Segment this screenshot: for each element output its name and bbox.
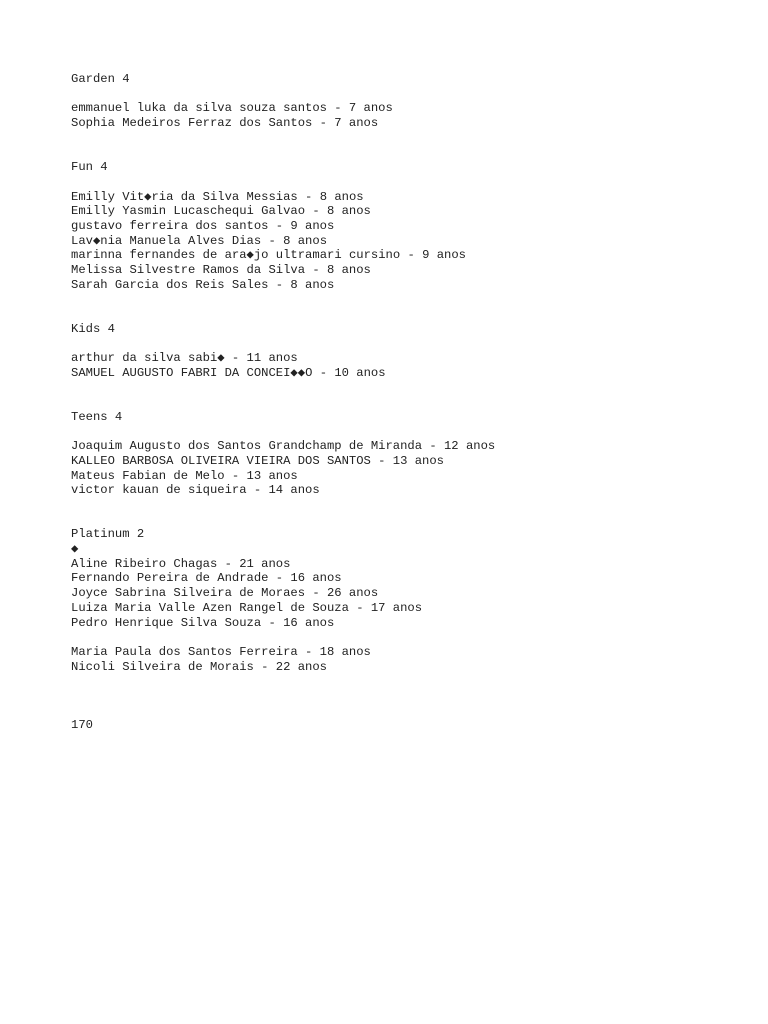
list-item: Lav◆nia Manuela Alves Dias - 8 anos	[71, 233, 328, 248]
list-item: Melissa Silvestre Ramos da Silva - 8 anos	[71, 262, 371, 277]
list-item: Emilly Vit◆ria da Silva Messias - 8 anos	[71, 189, 364, 204]
section-title: Teens 4	[71, 409, 123, 424]
list-item: Fernando Pereira de Andrade - 16 anos	[71, 571, 342, 586]
section-title: Fun 4	[71, 160, 108, 175]
list-item: Sophia Medeiros Ferraz dos Santos - 7 anos	[71, 116, 379, 131]
list-item: arthur da silva sabi◆ - 11 anos	[71, 351, 298, 366]
section-fun-4	[71, 160, 761, 292]
list-item: Nicoli Silveira de Morais - 22 anos	[71, 659, 327, 674]
list-item: marinna fernandes de ara◆jo ultramari cursino - 9 anos	[71, 248, 466, 263]
list-item: Joaquim Augusto dos Santos Grandchamp de Miranda - 12 anos	[71, 439, 496, 454]
section-title: Platinum 2	[71, 527, 145, 542]
section-teens-4	[71, 410, 761, 498]
list-item: emmanuel luka da silva souza santos - 7 anos	[71, 101, 393, 116]
section-garden-4	[71, 72, 761, 131]
section-platinum-2	[71, 527, 761, 674]
list-item: Aline Ribeiro Chagas - 21 anos	[71, 556, 291, 571]
list-item: Luiza Maria Valle Azen Rangel de Souza - 17 anos	[71, 600, 423, 615]
list-item: Mateus Fabian de Melo - 13 anos	[71, 468, 298, 483]
list-item: KALLEO BARBOSA OLIVEIRA VIEIRA DOS SANTOS - 13 anos	[71, 453, 444, 468]
list-item: Sarah Garcia dos Reis Sales - 8 anos	[71, 277, 335, 292]
list-item: SAMUEL AUGUSTO FABRI DA CONCEI◆◆O - 10 anos	[71, 365, 386, 380]
page-number: 170	[71, 718, 93, 733]
list-item: Emilly Yasmin Lucaschequi Galvao - 8 anos	[71, 204, 371, 219]
list-item: Pedro Henrique Silva Souza - 16 anos	[71, 615, 335, 630]
document-page	[71, 72, 761, 733]
list-item: victor kauan de siqueira - 14 anos	[71, 483, 320, 498]
section-title: Kids 4	[71, 321, 115, 336]
section-title: Garden 4	[71, 72, 130, 86]
unknown-character-marker: ◆	[71, 542, 79, 557]
list-item: Maria Paula dos Santos Ferreira - 18 anos	[71, 644, 371, 659]
section-kids-4	[71, 322, 761, 381]
list-item: Joyce Sabrina Silveira de Moraes - 26 anos	[71, 586, 379, 601]
list-item: gustavo ferreira dos santos - 9 anos	[71, 218, 335, 233]
